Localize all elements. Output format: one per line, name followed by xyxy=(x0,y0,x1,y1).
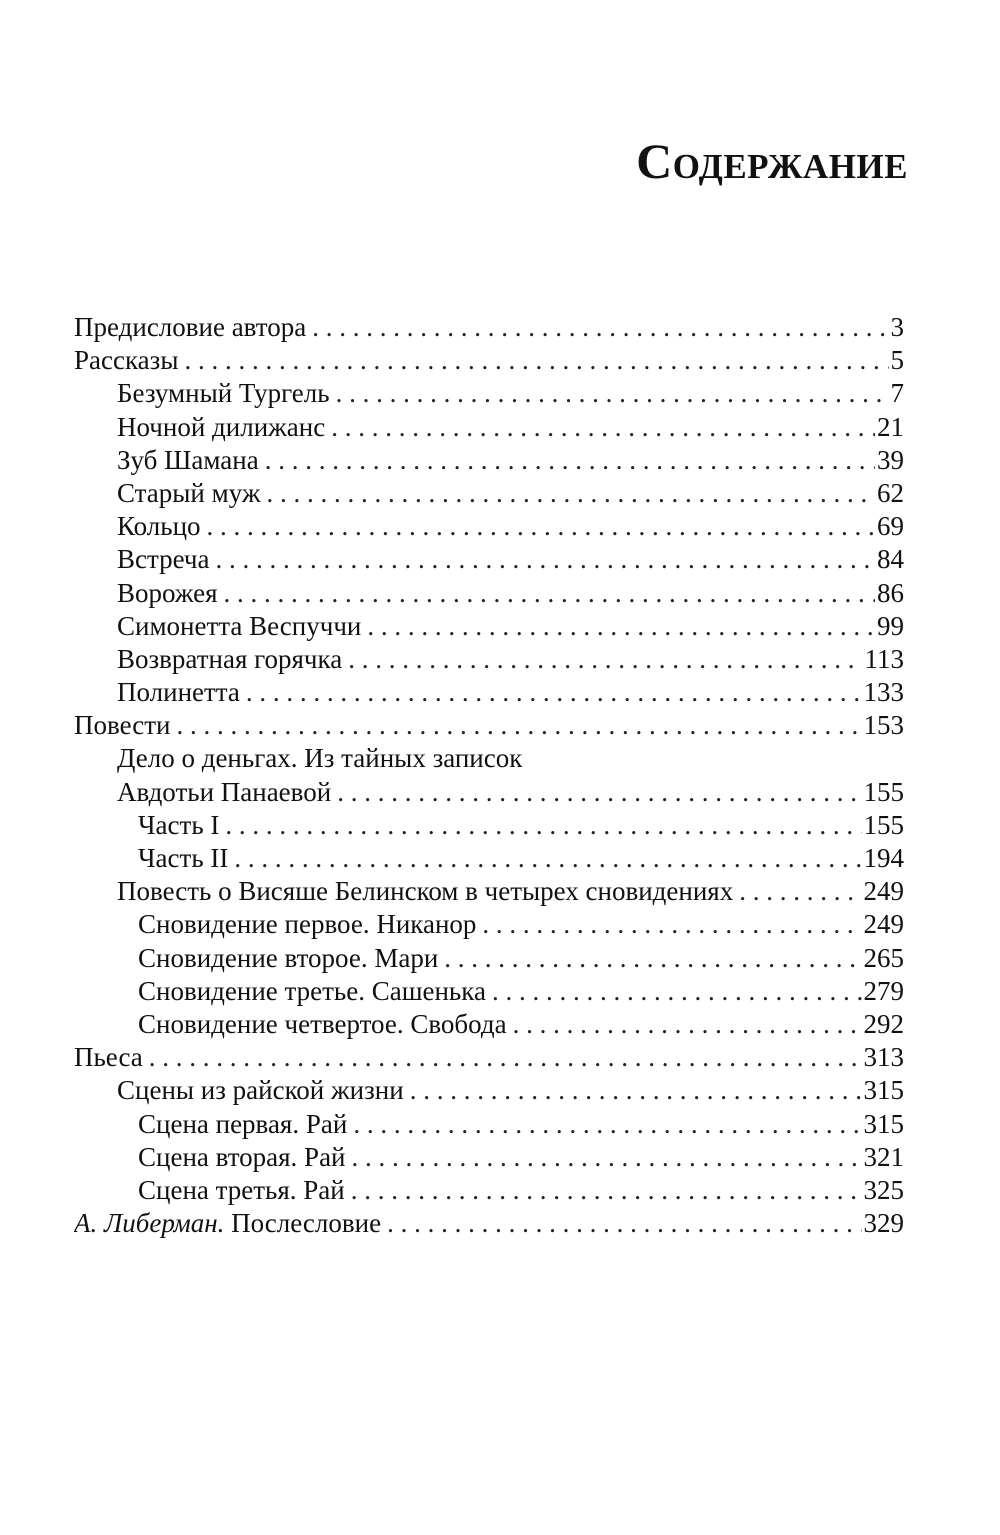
toc-entry-title-text: Повести xyxy=(74,710,171,741)
toc-entry-page: 86 xyxy=(877,577,904,608)
toc-entry-page: 155 xyxy=(863,809,904,840)
toc-entry[interactable] xyxy=(74,908,904,941)
toc-entry[interactable] xyxy=(74,875,904,908)
toc-entry-title-text: Сновидение четвертое. Свобода xyxy=(138,1008,507,1039)
toc-entry-title xyxy=(117,477,261,510)
toc-entry-title-text: Кольцо xyxy=(117,511,201,542)
toc-entry-page: 315 xyxy=(863,1108,904,1139)
toc-entry-title xyxy=(117,776,331,809)
toc-leader-dots xyxy=(207,510,875,543)
table-of-contents xyxy=(74,311,904,1240)
toc-leader-dots xyxy=(336,377,889,410)
toc-entry-title xyxy=(74,709,170,742)
toc-entry-title xyxy=(74,1041,143,1074)
toc-leader-dots xyxy=(353,1108,861,1141)
toc-leader-dots xyxy=(367,610,875,643)
toc-entry[interactable] xyxy=(74,1008,904,1041)
toc-leader-dots xyxy=(331,411,875,444)
toc-leader-dots xyxy=(351,1174,862,1207)
toc-entry-title-text: Полинетта xyxy=(117,677,240,708)
toc-entry[interactable] xyxy=(74,776,904,809)
toc-entry-title-text: Часть I xyxy=(138,809,220,840)
toc-entry-page: 7 xyxy=(890,378,904,409)
toc-leader-dots xyxy=(513,1008,862,1041)
toc-leader-dots xyxy=(352,1141,862,1174)
toc-leader-dots xyxy=(176,709,861,742)
toc-entry-title-text: Дело о деньгах. Из тайных записок xyxy=(117,743,523,774)
toc-entry-title xyxy=(117,643,342,676)
toc-leader-dots xyxy=(482,908,861,941)
toc-entry[interactable] xyxy=(74,742,904,775)
toc-entry-title xyxy=(117,577,218,610)
toc-entry-title-text: Сновидение второе. Мари xyxy=(138,942,439,973)
toc-entry[interactable] xyxy=(74,411,904,444)
toc-entry-page: 84 xyxy=(877,544,904,575)
toc-entry-title-text: Часть II xyxy=(138,843,229,873)
toc-entry-page: 21 xyxy=(877,411,904,442)
toc-leader-dots xyxy=(337,776,861,809)
toc-entry-title xyxy=(138,1174,345,1207)
toc-leader-dots xyxy=(492,975,862,1008)
toc-leader-dots xyxy=(216,543,876,576)
toc-entry-title-text: Сновидение третье. Сашенька xyxy=(138,975,486,1006)
toc-entry-title xyxy=(117,1074,404,1107)
toc-leader-dots xyxy=(267,477,876,510)
toc-entry-title xyxy=(138,942,438,975)
toc-leader-dots xyxy=(184,344,888,377)
toc-entry-title xyxy=(138,1008,507,1041)
toc-entry-page: 3 xyxy=(890,312,904,342)
toc-leader-dots xyxy=(149,1041,862,1074)
toc-entry-page: 265 xyxy=(863,942,904,973)
toc-entry[interactable] xyxy=(74,809,904,842)
toc-entry[interactable] xyxy=(74,311,904,344)
toc-entry-page: 329 xyxy=(863,1208,904,1239)
toc-entry[interactable] xyxy=(74,1074,904,1107)
toc-entry-title xyxy=(138,975,486,1008)
toc-entry-title xyxy=(117,444,259,477)
toc-entry-title xyxy=(138,809,219,842)
toc-entry-author: А. Либерман. xyxy=(74,1208,225,1239)
toc-entry-title-text: Встреча xyxy=(117,544,210,575)
toc-entry[interactable] xyxy=(74,842,904,875)
toc-entry-page: 279 xyxy=(863,975,904,1006)
toc-entry-page: 113 xyxy=(864,643,904,674)
toc-entry-title-text: Авдотьи Панаевой xyxy=(117,776,332,807)
toc-entry-title-text: Ворожея xyxy=(117,577,218,608)
toc-entry-page: 5 xyxy=(890,345,904,376)
toc-entry[interactable] xyxy=(74,1141,904,1174)
toc-entry-page: 133 xyxy=(863,677,904,708)
toc-entry-title-text: Сцены из райской жизни xyxy=(117,1075,404,1106)
toc-entry-page: 62 xyxy=(877,477,904,508)
toc-leader-dots xyxy=(739,875,861,908)
toc-entry-title xyxy=(138,908,476,941)
toc-entry-title xyxy=(117,510,201,543)
toc-entry-page: 315 xyxy=(863,1075,904,1106)
toc-entry-title-text: Рассказы xyxy=(74,345,179,376)
toc-entry-page: 292 xyxy=(863,1008,904,1039)
toc-leader-dots xyxy=(225,809,861,842)
toc-leader-dots xyxy=(224,577,875,610)
toc-entry-title xyxy=(117,742,522,775)
toc-entry-title-text: Симонетта Веспуччи xyxy=(117,610,362,641)
toc-entry[interactable] xyxy=(74,975,904,1008)
toc-entry-title-text: Зуб Шамана xyxy=(117,444,259,475)
toc-entry-title xyxy=(138,1108,347,1141)
toc-entry-title xyxy=(74,311,306,344)
toc-entry-title-text: Сцена первая. Рай xyxy=(138,1108,348,1139)
toc-entry[interactable] xyxy=(74,577,904,610)
toc-entry-title xyxy=(138,1141,346,1174)
toc-entry[interactable] xyxy=(74,344,904,377)
toc-entry-page: 155 xyxy=(863,776,904,807)
toc-entry-page: 321 xyxy=(863,1141,904,1172)
toc-entry-page: 69 xyxy=(877,511,904,542)
toc-leader-dots xyxy=(387,1207,861,1240)
toc-entry-title xyxy=(138,842,228,875)
toc-leader-dots xyxy=(234,842,861,875)
toc-entry-title-text: Сцена третья. Рай xyxy=(138,1174,345,1205)
toc-entry-title xyxy=(117,610,361,643)
toc-entry[interactable] xyxy=(74,1041,904,1074)
toc-leader-dots xyxy=(410,1074,862,1107)
toc-entry-page: 194 xyxy=(863,843,904,873)
toc-entry-page: 39 xyxy=(877,444,904,475)
toc-entry-title xyxy=(74,344,178,377)
toc-entry-title xyxy=(117,676,240,709)
toc-entry-page: 153 xyxy=(863,710,904,741)
toc-entry-title-text: Повесть о Висяше Белинском в четырех сновидениях xyxy=(117,876,734,907)
toc-entry[interactable] xyxy=(74,942,904,975)
toc-leader-dots xyxy=(246,676,862,709)
toc-entry-title-text: Ночной дилижанс xyxy=(117,411,326,442)
toc-entry-title xyxy=(74,1207,381,1240)
toc-entry-title-text: Послесловие xyxy=(231,1208,382,1239)
toc-entry[interactable] xyxy=(74,377,904,410)
toc-leader-dots xyxy=(312,311,888,344)
toc-entry-page: 249 xyxy=(863,876,904,907)
toc-entry-title-text: Старый муж xyxy=(117,477,261,508)
toc-entry[interactable] xyxy=(74,1174,904,1207)
toc-entry-page: 249 xyxy=(863,909,904,940)
toc-entry-page: 325 xyxy=(863,1174,904,1205)
toc-entry[interactable] xyxy=(74,477,904,510)
toc-entry-title-text: Пьеса xyxy=(74,1042,143,1073)
toc-entry[interactable] xyxy=(74,543,904,576)
toc-entry[interactable] xyxy=(74,676,904,709)
toc-entry-title-text: Возвратная горячка xyxy=(117,643,343,674)
toc-entry-page: 313 xyxy=(863,1042,904,1073)
page-title: Содержание xyxy=(636,133,908,189)
toc-entry[interactable] xyxy=(74,1207,904,1240)
toc-entry[interactable] xyxy=(74,610,904,643)
toc-entry[interactable] xyxy=(74,510,904,543)
toc-entry-title-text: Безумный Тургель xyxy=(117,378,330,409)
toc-entry[interactable] xyxy=(74,709,904,742)
toc-entry-title xyxy=(117,411,325,444)
toc-leader-dots xyxy=(444,942,861,975)
toc-entry[interactable] xyxy=(74,444,904,477)
toc-entry-title xyxy=(117,377,330,410)
toc-entry-title xyxy=(117,543,210,576)
toc-entry-title xyxy=(117,875,733,908)
toc-entry-title-text: Предисловие автора xyxy=(74,312,307,342)
toc-leader-dots xyxy=(348,643,862,676)
toc-entry-title-text: Сновидение первое. Никанор xyxy=(138,909,477,940)
toc-entry-title-text: Сцена вторая. Рай xyxy=(138,1141,346,1172)
toc-entry[interactable] xyxy=(74,1108,904,1141)
toc-leader-dots xyxy=(265,444,875,477)
toc-entry-page: 99 xyxy=(877,610,904,641)
toc-entry[interactable] xyxy=(74,643,904,676)
